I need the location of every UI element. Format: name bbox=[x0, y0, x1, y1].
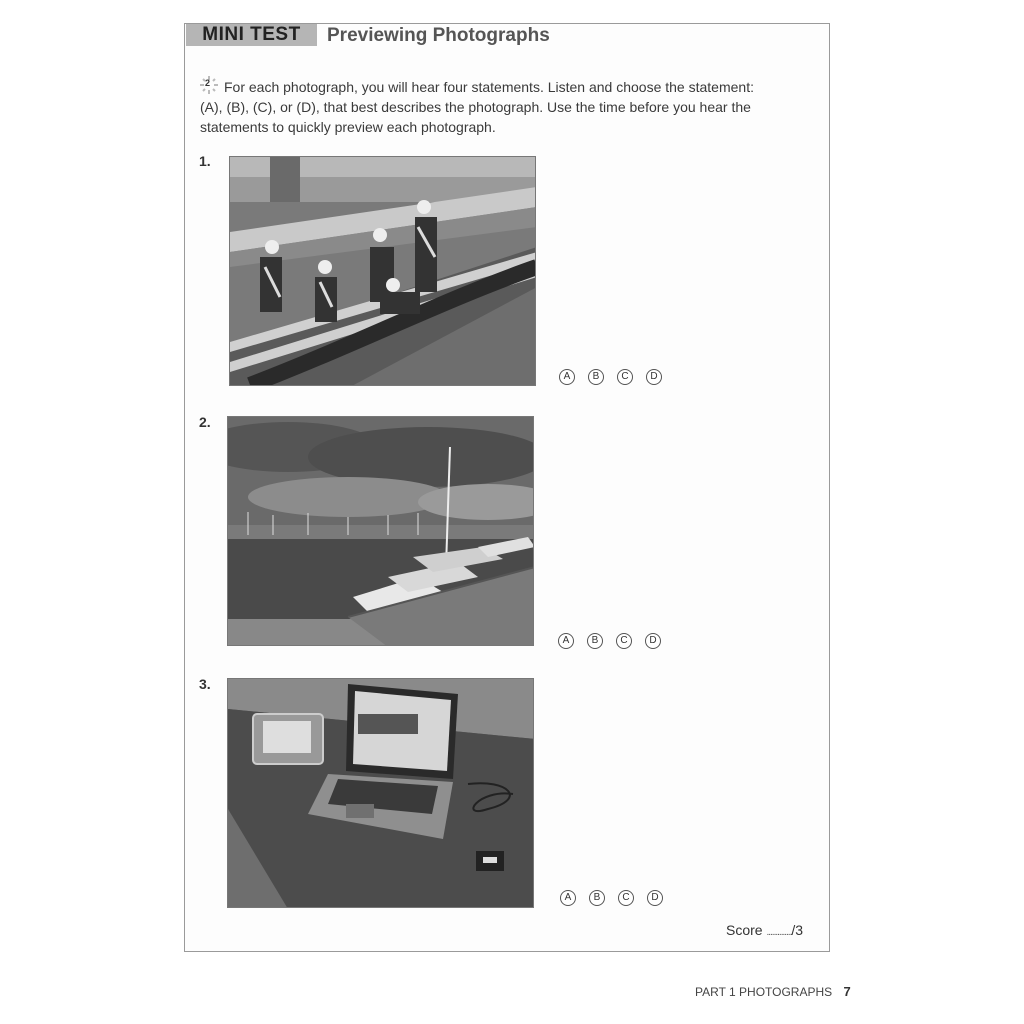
harbor-boats-photo bbox=[227, 416, 534, 646]
construction-workers-railway-photo bbox=[229, 156, 536, 386]
track-number: 2 bbox=[205, 78, 211, 88]
choice-a-button[interactable]: A bbox=[560, 890, 576, 906]
answer-choices-1 bbox=[559, 369, 662, 385]
question-number-3: 3. bbox=[199, 676, 211, 692]
choice-c-button[interactable]: C bbox=[617, 369, 633, 385]
page-footer bbox=[695, 984, 851, 999]
answer-choices-3 bbox=[560, 890, 663, 906]
choice-c-button[interactable]: C bbox=[618, 890, 634, 906]
choice-a-button[interactable]: A bbox=[559, 369, 575, 385]
choice-c-button[interactable]: C bbox=[616, 633, 632, 649]
laptop-desk-photo bbox=[227, 678, 534, 908]
choice-d-button[interactable]: D bbox=[646, 369, 662, 385]
choice-d-button[interactable]: D bbox=[645, 633, 661, 649]
page-title: Previewing Photographs bbox=[327, 25, 550, 46]
score-line bbox=[726, 922, 803, 938]
page-number: 7 bbox=[843, 984, 851, 999]
mini-test-tag: MINI TEST bbox=[186, 24, 317, 46]
choice-a-button[interactable]: A bbox=[558, 633, 574, 649]
answer-choices-2 bbox=[558, 633, 661, 649]
question-number-2: 2. bbox=[199, 414, 211, 430]
choice-b-button[interactable]: B bbox=[587, 633, 603, 649]
score-total: /3 bbox=[791, 922, 804, 938]
photo-3-image bbox=[228, 679, 534, 908]
score-label: Score bbox=[726, 922, 763, 938]
photo-2-image bbox=[228, 417, 534, 646]
instructions-text: For each photograph, you will hear four statements. Listen and choose the statement: (A), (B), (C), or (D), that best describes the photograph. Use the time before you hear the statements to quickly preview each photograph. bbox=[200, 79, 754, 135]
choice-d-button[interactable]: D bbox=[647, 890, 663, 906]
photo-1-image bbox=[230, 157, 536, 386]
question-number-1: 1. bbox=[199, 153, 211, 169]
choice-b-button[interactable]: B bbox=[589, 890, 605, 906]
choice-b-button[interactable]: B bbox=[588, 369, 604, 385]
score-blank: .............. bbox=[766, 927, 792, 938]
section-title: PART 1 PHOTOGRAPHS bbox=[695, 985, 833, 999]
